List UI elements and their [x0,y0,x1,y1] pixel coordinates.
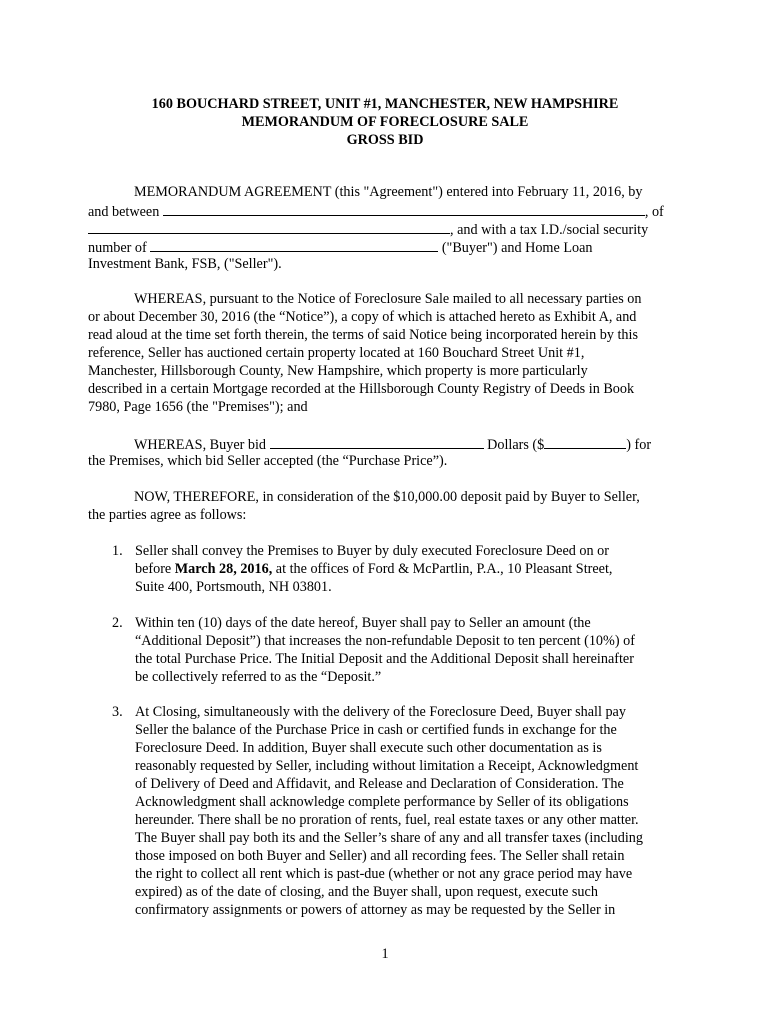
item-2-line-2: “Additional Deposit”) that increases the non-refundable Deposit to ten percent (10%) of [135,633,635,649]
whereas-buyer-bid: WHEREAS, Buyer bid [134,437,267,453]
item-1-line-2 [135,560,612,578]
intro-and-between: and between [88,204,160,220]
for-label: ) for [626,437,652,453]
item-2-line-4: be collectively referred to as the “Deposit.” [135,669,382,685]
intro-buyer-home-loan: ("Buyer") and Home Loan [441,240,593,256]
whereas1-line-5: Manchester, Hillsborough County, New Hampshire, which property is more particularly [88,363,588,379]
whereas2-line-2: the Premises, which bid Seller accepted (the “Purchase Price”). [88,453,448,469]
dollars-label: Dollars ($ [487,437,545,453]
item-3-line-2: Seller the balance of the Purchase Price in cash or certified funds in exchange for the [135,722,617,738]
intro-tax-id: , and with a tax I.D./social security [450,222,649,238]
item-3-line-12: confirmatory assignments or powers of attorney as may be requested by the Seller in [135,902,616,918]
page-number: 1 [381,946,389,962]
item-2-line-1: Within ten (10) days of the date hereof, Buyer shall pay to Seller an amount (the [135,615,591,631]
intro-line-1: MEMORANDUM AGREEMENT (this "Agreement") entered into February 11, 2016, by [134,184,643,200]
item-3-line-9: those imposed on both Buyer and Seller) and all recording fees. The Seller shall retain [135,848,625,864]
heading-memorandum: MEMORANDUM OF FORECLOSURE SALE [241,114,529,130]
tax-id-blank[interactable] [150,237,438,252]
item-3-number: 3. [112,704,123,720]
now-therefore-line-1: NOW, THEREFORE, in consideration of the $10,000.00 deposit paid by Buyer to Seller, [134,489,640,505]
item-1-line-1: Seller shall convey the Premises to Buyer by duly executed Foreclosure Deed on or [135,543,609,559]
item-3-line-11: expired) as of the date of closing, and the Buyer shall, upon request, execute such [135,884,598,900]
heading-address: 160 BOUCHARD STREET, UNIT #1, MANCHESTER, NEW HAMPSHIRE [151,96,619,112]
whereas2-line-1 [134,434,651,454]
item-3-line-10: the right to collect all rent which is past-due (whether or not any grace period may have [135,866,633,882]
intro-number-of: number of [88,240,147,256]
whereas1-line-7: 7980, Page 1656 (the "Premises"); and [88,399,308,415]
intro-line-4 [88,237,592,257]
whereas1-line-6: described in a certain Mortgage recorded at the Hillsborough County Registry of Deeds in Book [88,381,635,397]
bid-amount-blank[interactable] [544,434,626,449]
intro-line-3 [88,219,648,239]
intro-line-5: Investment Bank, FSB, ("Seller"). [88,256,282,272]
heading-gross-bid: GROSS BID [346,132,424,148]
intro-of: , of [644,204,664,220]
item-3-line-4: reasonably requested by Seller, including without limitation a Receipt, Acknowledgment [135,758,639,774]
closing-date: March 28, 2016, [174,561,273,577]
whereas1-line-4: reference, Seller has auctioned certain property located at 160 Bouchard Street Unit #1, [88,345,585,361]
item-3-line-7: hereunder. There shall be no proration of rents, fuel, real estate taxes or any other matter. [135,812,639,828]
intro-line-2 [88,201,664,221]
whereas1-line-1: WHEREAS, pursuant to the Notice of Foreclosure Sale mailed to all necessary parties on [134,291,642,307]
item-1-number: 1. [112,543,123,559]
buyer-name-blank[interactable] [163,201,645,216]
now-therefore-line-2: the parties agree as follows: [88,507,247,523]
item-2-number: 2. [112,615,123,631]
bid-words-blank[interactable] [270,434,484,449]
item-3-line-8: The Buyer shall pay both its and the Seller’s share of any and all transfer taxes (including [135,830,643,846]
item-3-line-1: At Closing, simultaneously with the delivery of the Foreclosure Deed, Buyer shall pay [135,704,626,720]
item-3-line-3: Foreclosure Deed. In addition, Buyer shall execute such other documentation as is [135,740,602,756]
whereas1-line-3: read aloud at the time set forth therein, the terms of said Notice being incorporated herein by this [88,327,638,343]
item-3-line-6: Acknowledgment shall acknowledge complete performance by Seller of its obligations [135,794,629,810]
item-3-line-5: of Delivery of Deed and Affidavit, and Release and Declaration of Consideration. The [135,776,624,792]
item-1-line-3: Suite 400, Portsmouth, NH 03801. [135,579,332,595]
whereas1-line-2: or about December 30, 2016 (the “Notice”), a copy of which is attached hereto as Exhibit A, and [88,309,637,325]
buyer-address-blank[interactable] [88,219,450,234]
item-1-location: at the offices of Ford & McPartlin, P.A., 10 Pleasant Street, [272,561,613,577]
item-1-before: before [135,561,175,577]
item-2-line-3: the total Purchase Price. The Initial Deposit and the Additional Deposit shall hereinafter [135,651,634,667]
